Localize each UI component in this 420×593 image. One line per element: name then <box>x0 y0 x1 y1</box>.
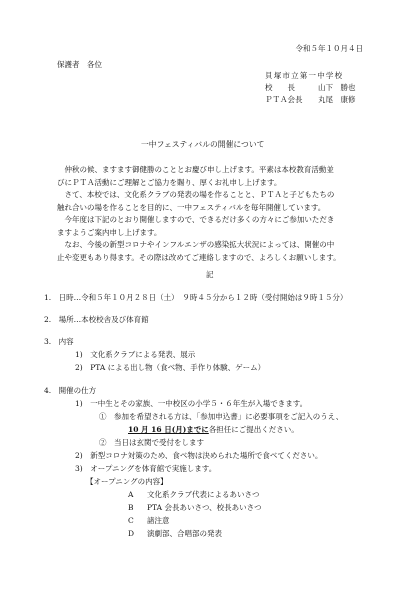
body-line: びにＰＴＡ活動にご理解とご協力を賜り、厚くお礼申し上げます。 <box>57 178 282 187</box>
principal-name: 山下 勝也 <box>318 83 356 92</box>
body-line: 触れ合いの場を作ることを目的に、一中フェスティバルを毎年開催しています。 <box>57 203 326 212</box>
pta-president-title: ＰＴＡ会長 <box>265 95 303 104</box>
opening-heading: 【オープニングの内容】 <box>86 477 168 486</box>
item-location: 2. 場所…本校校舎及び体育館 <box>44 315 149 324</box>
school-name: 貝塚市立第一中学校 <box>265 71 344 80</box>
item-datetime: 1. 日時…令和５年１０月２８日（土） ９時４５分から１２時（受付開始は９時１５分） <box>44 293 348 302</box>
content-item: 1) 文化系クラブによる発表、展示 <box>75 350 196 359</box>
opening-value: PTA 会長あいさつ、校長あいさつ <box>147 503 262 512</box>
deadline-text: 10 月 16 日(月)までに <box>128 425 209 434</box>
body-line: 仲秋の候、ますます御健勝のこととお慶び申し上げます。平素は本校教育活動並 <box>57 165 334 174</box>
opening-value: 文化系クラブ代表によるあいさつ <box>147 490 260 499</box>
opening-value: 演劇部、合唱部の発表 <box>147 529 222 538</box>
body-line: さて、本校では、文化系クラブの発表の場を作ることと、ＰＴＡと子どもたちの <box>57 190 335 199</box>
item-content-heading: 3. 内容 <box>44 337 74 346</box>
opening-key: A <box>128 490 134 499</box>
opening-value: 諸注意 <box>147 516 170 525</box>
method-item: 3) オープニングを体育館で実施します。 <box>75 464 217 473</box>
principal-title: 校 長 <box>265 83 295 92</box>
opening-key: C <box>128 516 134 525</box>
ki-heading: 記 <box>206 270 214 279</box>
opening-key: B <box>128 503 134 512</box>
method-subitem: ① 参加を希望される方は、「参加申込書」に必要事項をご記入のうえ、 <box>99 412 344 421</box>
body-line: 止や変更もあり得ます。その際は改めてご連絡しますので、よろしくお願いします。 <box>57 253 341 262</box>
document-title: 一中フェスティバルの開催について <box>141 140 265 149</box>
method-subitem: ② 当日は玄関で受付をします <box>99 438 204 447</box>
item-method-heading: 4. 開催の仕方 <box>44 386 97 395</box>
pta-president-name: 丸尾 康修 <box>318 95 356 104</box>
opening-key: D <box>128 529 135 538</box>
content-item: 2) PTA による出し物（食べ物、手作り体験、ゲーム） <box>75 363 266 372</box>
method-item: 2) 新型コロナ対策のため、食べ物は決められた場所で食べてください。 <box>75 451 323 460</box>
method-subitem-deadline <box>128 426 299 434</box>
body-line: なお、今後の新型コロナやインフルエンザの感染拡大状況によっては、開催の中 <box>57 240 335 249</box>
body-line: ますようご案内申し上げます。 <box>57 228 162 237</box>
document-date: 令和５年１０月４日 <box>295 44 363 53</box>
recipient-line: 保護者 各位 <box>57 60 102 69</box>
method-item: 1) 一中生とその家族、一中校区の小学５・６年生が入場できます。 <box>75 399 308 408</box>
body-line: 今年度は下記のとおり開催しますので、できるだけ多くの方々にご参加いただき <box>57 215 335 224</box>
deadline-rest: 各担任にご提出ください。 <box>208 425 299 434</box>
